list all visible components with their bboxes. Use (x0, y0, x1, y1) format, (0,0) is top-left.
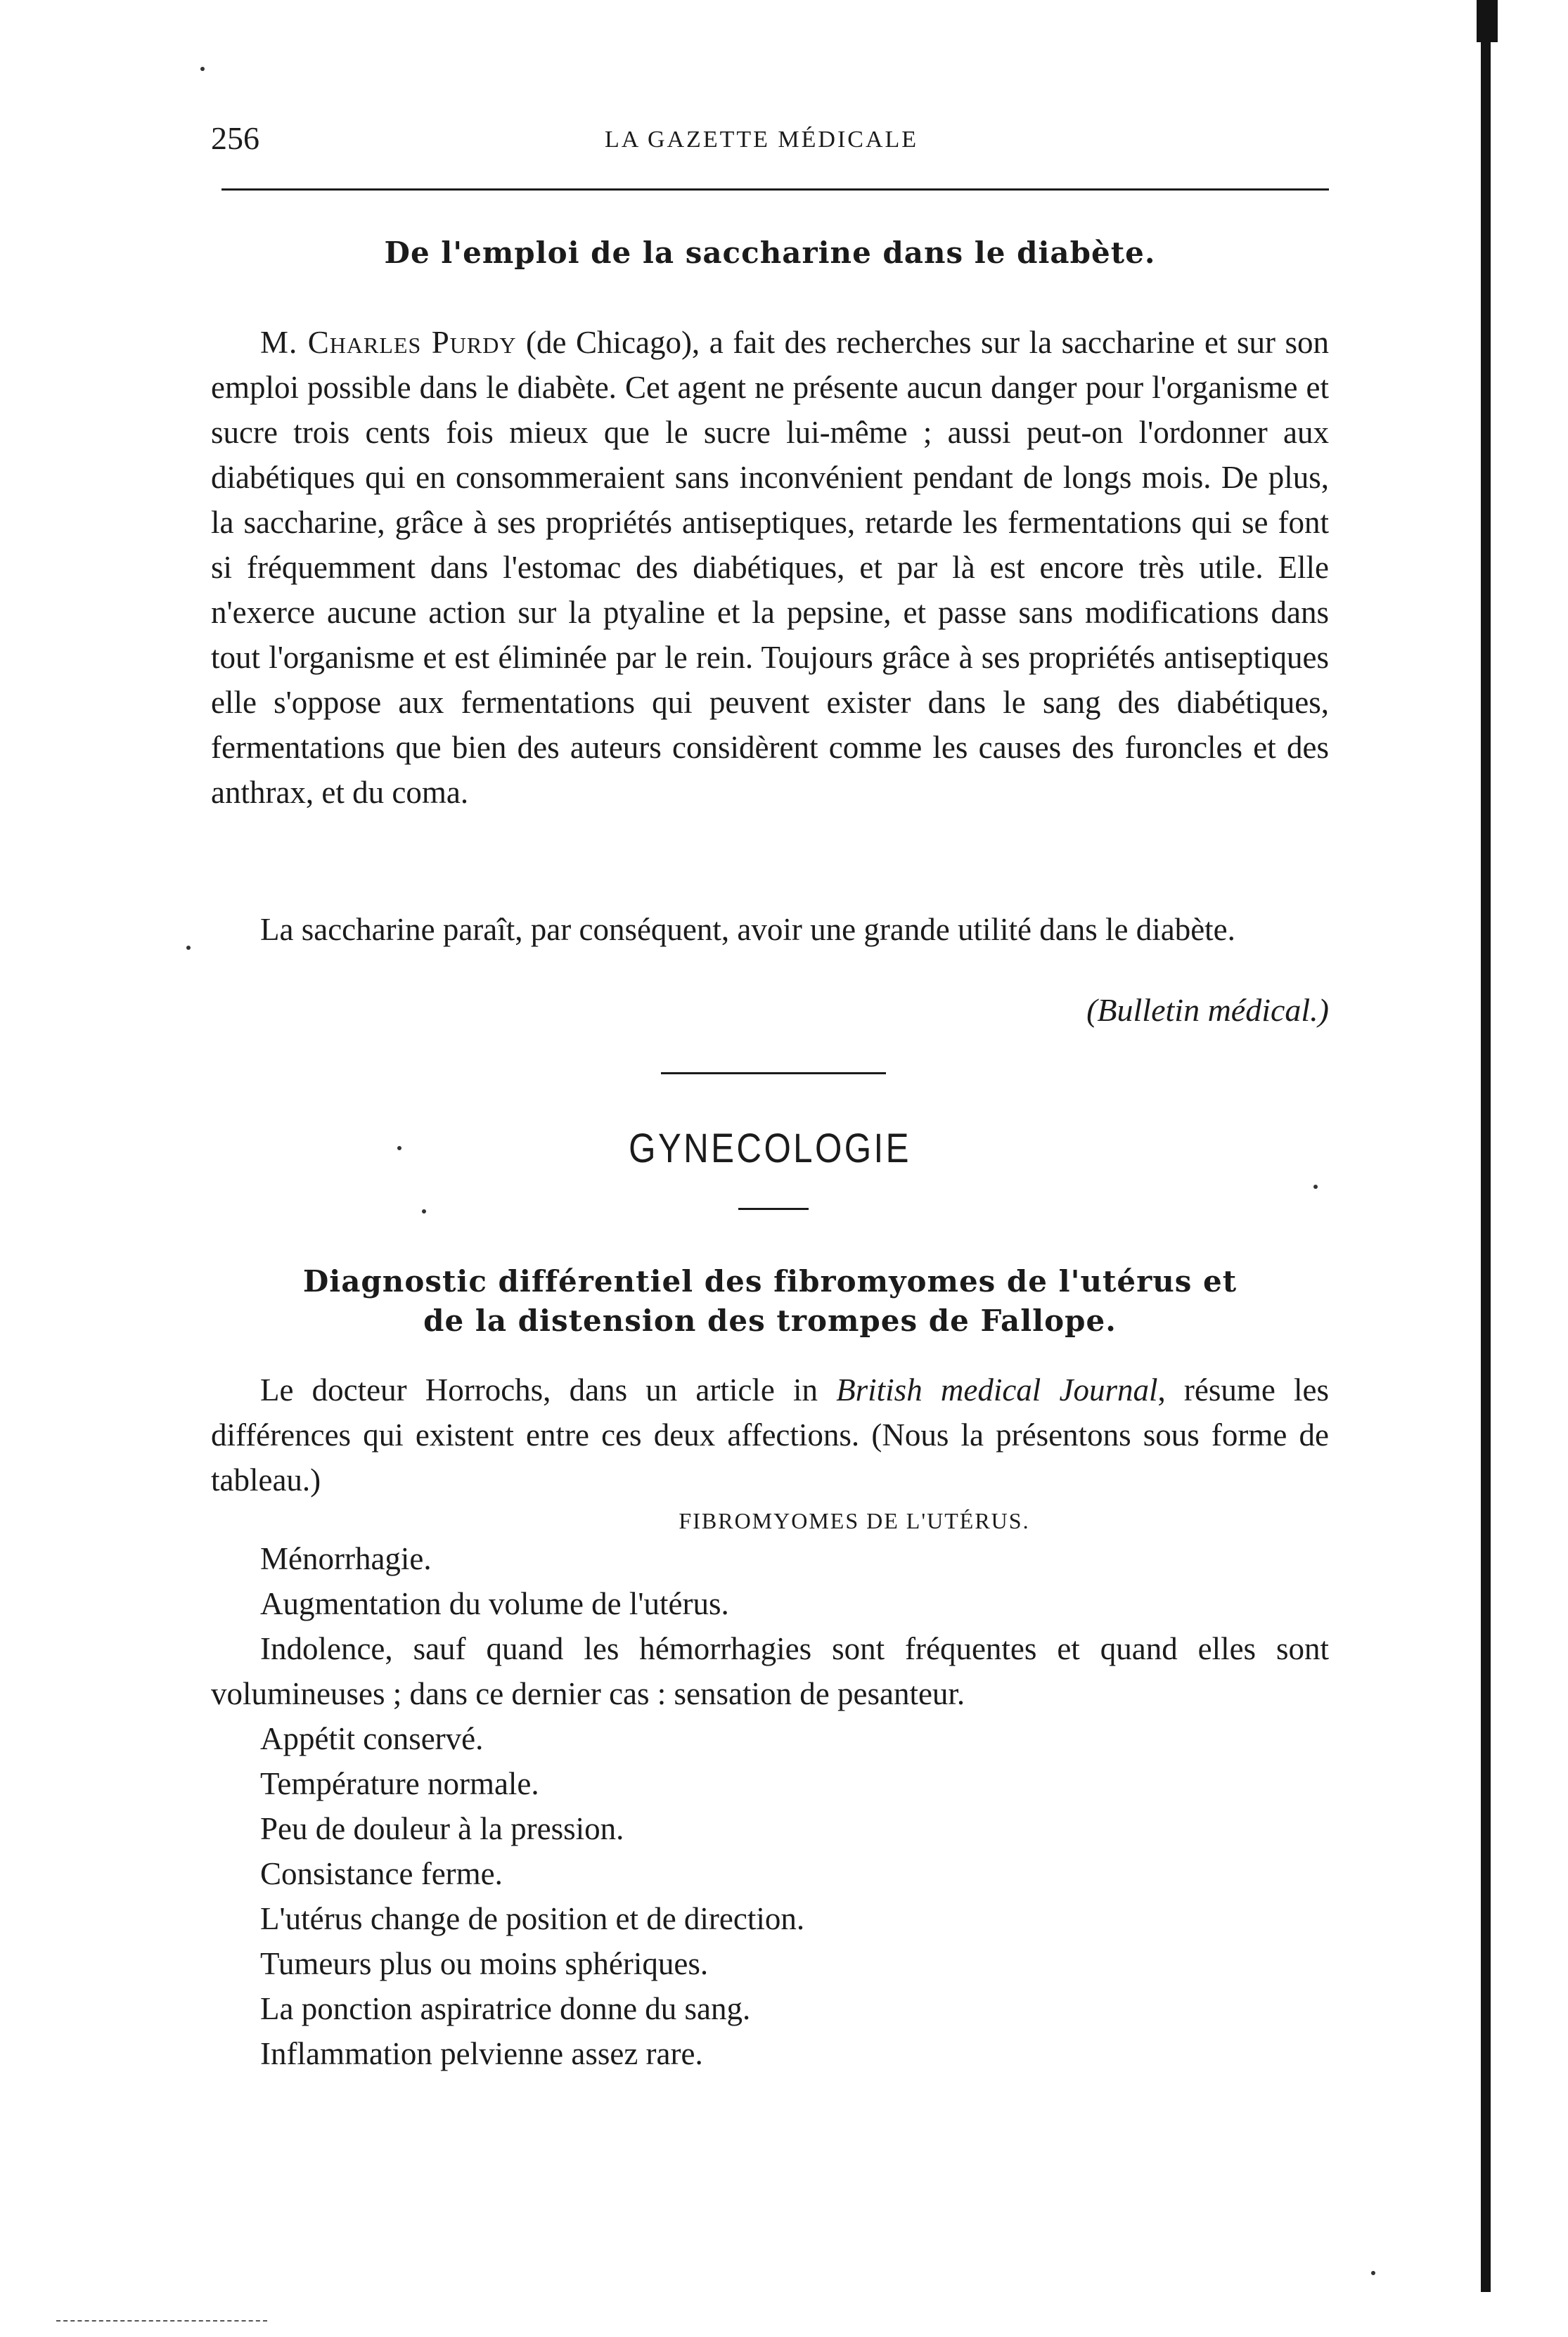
list-item: Inflammation pelvienne assez rare. (260, 2036, 703, 2071)
scan-speck (422, 1209, 426, 1213)
intro-text: Le docteur Horrochs, dans un article in (260, 1372, 837, 1408)
scan-noise (56, 2320, 267, 2323)
article-title (211, 1262, 1329, 1341)
list-item: Ménorrhagie. (260, 1541, 432, 1576)
list-item: Peu de douleur à la pression. (260, 1811, 624, 1846)
binding-edge (1481, 14, 1491, 2292)
section-rule (661, 1072, 886, 1074)
article-title-line: Diagnostic différentiel des fibromyomes de l'utérus et (302, 1264, 1238, 1299)
intro-text: , résume les différences qui existent entre ces deux affections. (Nous la présentons sous forme de tableau.) (211, 1372, 1329, 1498)
list-item: Température normale. (260, 1766, 539, 1801)
list-item: Indolence, sauf quand les hémorrhagies sont fréquentes et quand elles sont volumineuses ; dans ce dernier cas : sensation de pesanteur. (211, 1631, 1329, 1711)
scan-speck (1371, 2271, 1375, 2275)
article-paragraph (211, 1367, 1329, 1502)
scan-speck (186, 946, 191, 950)
running-head (211, 120, 1329, 162)
article-paragraph: La saccharine paraît, par conséquent, avoir une grande utilité dans le diabète. (260, 912, 1235, 947)
section-subrule (738, 1208, 809, 1210)
list-item: Appétit conservé. (260, 1721, 484, 1756)
article-paragraph (211, 320, 1329, 815)
journal-title: LA GAZETTE MÉDICALE (605, 127, 919, 153)
article-title: De l'emploi de la saccharine dans le diabète. (384, 236, 1156, 270)
scan-speck (200, 67, 205, 71)
source-citation: (Bulletin médical.) (1086, 992, 1329, 1028)
scan-speck (1313, 1185, 1318, 1189)
paragraph-text: (de Chicago), a fait des recherches sur la saccharine et sur son emploi possible dans le diabète. Cet agent ne présente aucun danger pour l'organisme et sucre trois cents fois mieux que le sucre lui-même ; aussi peut-on l'ordonner aux diabétiques qui en consommeraient sans inconvénient pendant de longs mois. De plus, la saccharine, grâce à ses propriétés antiseptiques, retarde les fermentations qui se font si fréquemment dans l'estomac des diabétiques, et par là est encore très utile. Elle n'exerce aucune action sur la ptyaline et la pepsine, et passe sans modifications dans tout l'organisme et est éliminée par le rein. Toujours grâce à ses propriétés antiseptiques elle s'oppose aux fermentations qui peuvent exister dans le sang des diabétiques, fermentations que bien des auteurs considèrent comme les causes des furoncles et des anthrax, et du coma. (211, 325, 1329, 810)
header-rule (221, 188, 1329, 191)
journal-reference: British medical Journal (836, 1372, 1158, 1408)
list-item: Tumeurs plus ou moins sphériques. (260, 1946, 709, 1981)
author-name: M. Charles Purdy (260, 325, 517, 360)
list-item: La ponction aspiratrice donne du sang. (260, 1991, 751, 2026)
scan-speck (397, 1146, 401, 1150)
section-title: GYNECOLOGIE (629, 1126, 911, 1171)
symptom-list (211, 1536, 1329, 2076)
list-item: Consistance ferme. (260, 1856, 503, 1891)
list-item: L'utérus change de position et de direction. (260, 1901, 805, 1936)
list-item: Augmentation du volume de l'utérus. (260, 1586, 729, 1621)
list-heading: FIBROMYOMES DE L'UTÉRUS. (679, 1508, 1030, 1533)
article-title-line: de la distension des trompes de Fallope. (423, 1303, 1117, 1338)
page-number: 256 (211, 120, 259, 156)
